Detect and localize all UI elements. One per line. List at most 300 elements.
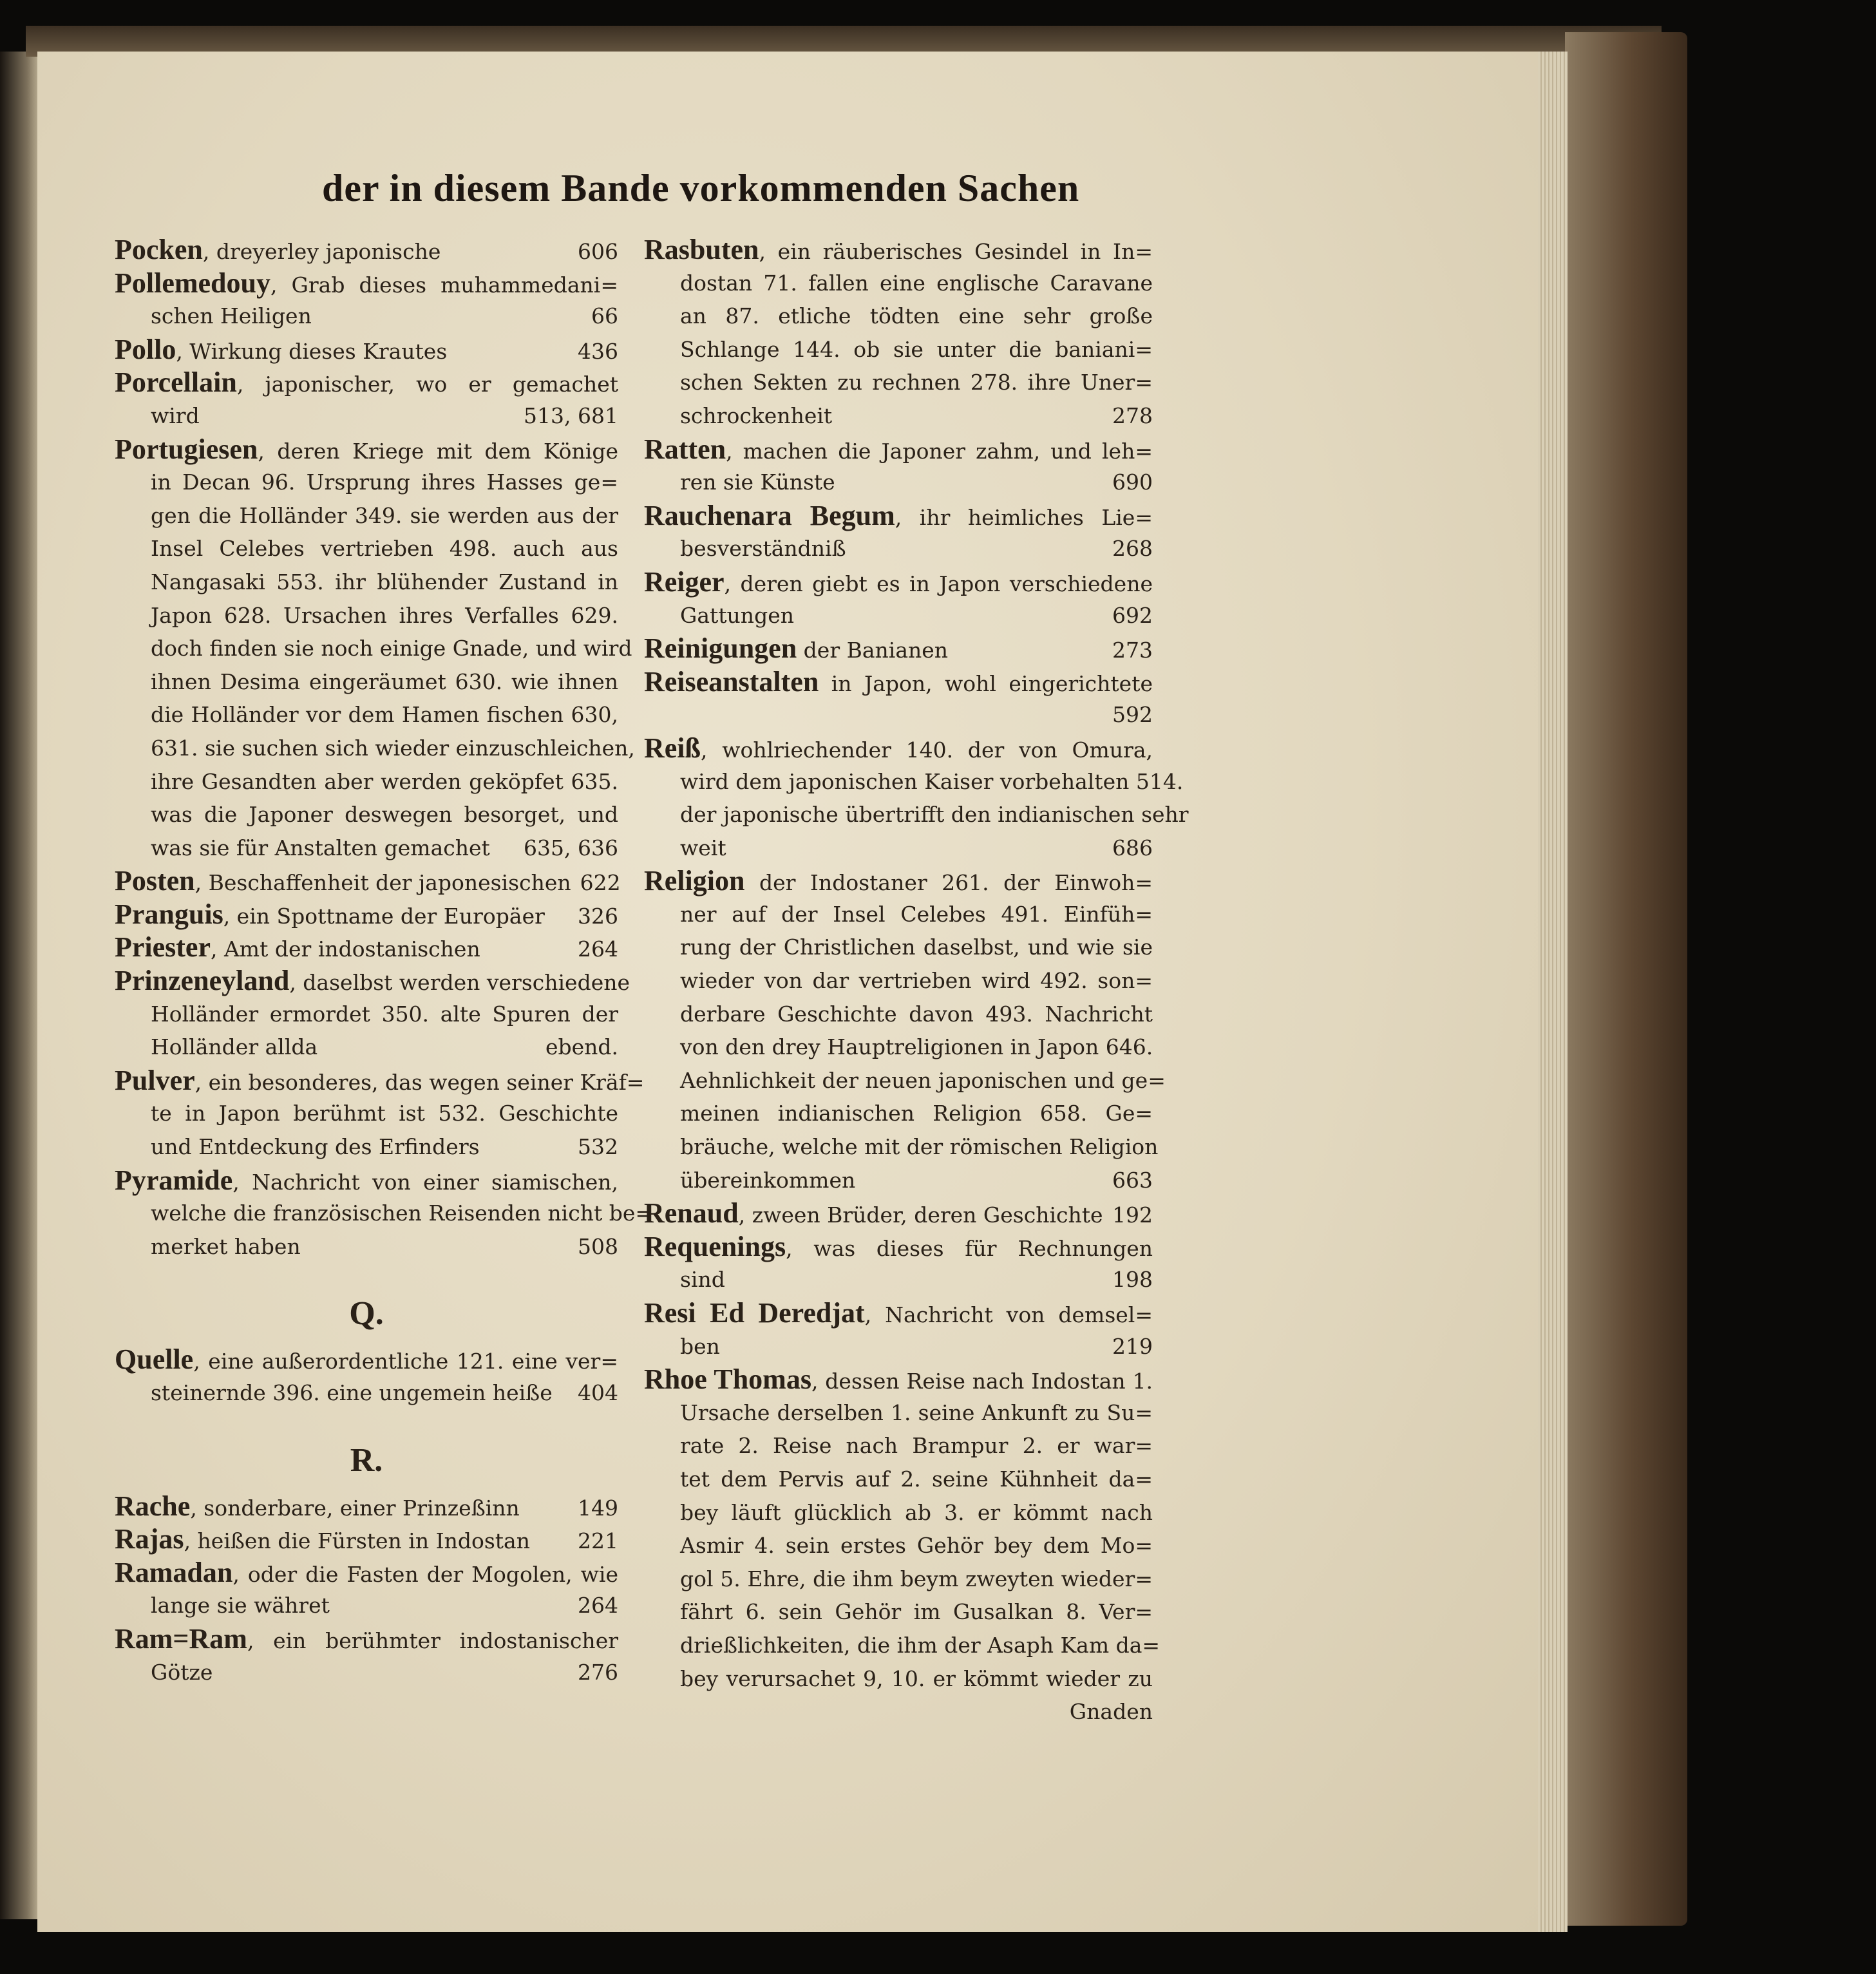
catchword <box>644 1695 1153 1729</box>
entry-keyword: Priester <box>115 931 211 963</box>
entry-text <box>115 267 618 302</box>
entry-text <box>151 1030 317 1064</box>
index-entry-line <box>644 1363 1153 1396</box>
entry-description: lange sie währet <box>151 1593 330 1618</box>
index-entry-line <box>115 1164 618 1197</box>
index-continuation-line <box>115 399 618 433</box>
index-continuation-line <box>115 1589 618 1622</box>
entry-description: bräuche, welche mit der römischen Religion <box>680 1134 1159 1160</box>
index-continuation-line <box>644 898 1153 931</box>
index-entry-line <box>115 964 630 998</box>
page-stack-edges <box>1538 52 1568 1932</box>
index-continuation-line <box>115 798 618 831</box>
catchword-text: Gnaden <box>1069 1699 1153 1725</box>
index-entry-line <box>644 1197 1153 1230</box>
entry-description: , wohlriechender 140. der von Omura, <box>701 737 1153 763</box>
index-continuation-line <box>115 532 618 565</box>
entry-description: Aehnlichkeit der neuen japonischen und ge= <box>680 1067 1166 1093</box>
entry-text <box>151 299 312 333</box>
index-entry-line <box>115 1343 618 1376</box>
entry-text <box>151 765 618 799</box>
index-entry-line <box>644 1230 1153 1264</box>
entry-text <box>151 698 618 732</box>
entry-keyword: Ratten <box>644 433 726 465</box>
entry-description: steinernde 396. eine ungemein heiße <box>151 1380 553 1405</box>
entry-description: drießlichkeiten, die ihm der Asaph Kam da= <box>680 1632 1161 1658</box>
entry-keyword: Requenings <box>644 1230 786 1262</box>
page-reference: 326 <box>578 903 618 929</box>
index-entry-line <box>115 1064 645 1097</box>
entry-text <box>680 466 835 499</box>
entry-description: rung der Christlichen daselbst, und wie sie <box>680 935 1153 960</box>
page-reference: 264 <box>578 936 618 962</box>
index-continuation-line <box>115 765 618 799</box>
entry-text <box>151 1589 330 1622</box>
index-continuation-line <box>644 267 1153 300</box>
index-continuation-line <box>644 964 1153 998</box>
index-continuation-line <box>644 1330 1153 1363</box>
page-reference: 276 <box>578 1659 618 1685</box>
index-continuation-line <box>115 698 618 732</box>
entry-text <box>644 1197 1103 1232</box>
entry-description: rate 2. Reise nach Brampur 2. er war= <box>680 1433 1153 1459</box>
index-continuation-line <box>644 1396 1153 1430</box>
index-entry-line <box>644 433 1153 466</box>
index-column-right <box>644 233 1189 1729</box>
index-continuation-line <box>115 499 618 533</box>
index-entry-line <box>115 898 618 931</box>
entry-keyword: Pollo <box>115 333 176 365</box>
section-letter-q: Q. <box>349 1295 384 1333</box>
page-reference: 192 <box>1112 1202 1153 1228</box>
page-reference: 692 <box>1112 602 1153 628</box>
index-continuation-line <box>644 599 1153 632</box>
entry-description: , Nachricht von demsel= <box>864 1302 1153 1327</box>
index-entry-line <box>115 1523 618 1556</box>
entry-text <box>644 1296 1153 1332</box>
entry-text <box>680 1396 1153 1430</box>
index-continuation-line <box>644 931 1153 964</box>
entry-text <box>151 998 618 1031</box>
entry-description: , Nachricht von einer siamischen, <box>232 1169 618 1195</box>
entry-description: fährt 6. sein Gehör im Gusalkan 8. Ver= <box>680 1599 1153 1625</box>
entry-description: , japonischer, wo er gemachet <box>236 372 618 397</box>
entry-text <box>644 864 1153 900</box>
entry-description: doch finden sie noch einige Gnade, und wird <box>151 636 632 661</box>
index-continuation-line <box>644 1629 1161 1662</box>
index-continuation-line <box>644 1429 1153 1463</box>
entry-text <box>680 599 794 632</box>
entry-description: , deren giebt es in Japon verschiedene <box>724 571 1153 596</box>
entry-text <box>680 1030 1153 1064</box>
index-continuation-line <box>115 1376 618 1410</box>
entry-text <box>680 798 1189 831</box>
entry-description: in Japon, wohl eingerichtete <box>819 670 1153 696</box>
index-continuation-line <box>644 366 1153 399</box>
index-continuation-line <box>115 1097 618 1130</box>
entry-description: die Holländer vor dem Hamen fischen 630, <box>151 702 618 728</box>
index-continuation-line <box>644 333 1153 366</box>
entry-description: Gattungen <box>680 602 794 628</box>
entry-keyword: Resi Ed Deredjat <box>644 1297 865 1329</box>
entry-description: bey läuft glücklich ab 3. er kömmt nach <box>680 1499 1153 1525</box>
entry-keyword: Pulver <box>115 1064 195 1096</box>
entry-description: wird dem japonischen Kaiser vorbehalten 514. <box>680 768 1184 794</box>
entry-description: , daselbst werden verschiedene <box>289 970 630 996</box>
entry-description: , ein räuberisches Gesindel in In= <box>759 239 1153 264</box>
index-entry-line <box>644 864 1153 898</box>
entry-description: , Beschaffenheit der japonesischen <box>194 870 571 896</box>
page-reference: 686 <box>1112 835 1153 860</box>
entry-text <box>151 399 200 433</box>
book-cover-edge <box>1565 32 1687 1926</box>
page-reference: 436 <box>578 338 618 364</box>
index-continuation-line <box>115 1030 618 1064</box>
page-reference: 264 <box>578 1593 618 1618</box>
index-continuation-line <box>644 831 1153 865</box>
entry-text <box>151 565 618 599</box>
entry-description: Holländer ermordet 350. alte Spuren der <box>151 1001 618 1027</box>
entry-text <box>680 1595 1153 1629</box>
page-reference: 278 <box>1112 403 1153 428</box>
entry-description: , ein Spottname der Europäer <box>223 903 545 929</box>
entry-keyword: Quelle <box>115 1343 194 1376</box>
entry-text <box>151 1376 553 1410</box>
entry-text <box>680 1496 1153 1530</box>
entry-keyword: Rache <box>115 1490 191 1522</box>
page-reference: 149 <box>578 1495 618 1521</box>
page-reference: 606 <box>578 239 618 264</box>
entry-text <box>644 433 1153 468</box>
index-continuation-line <box>644 1030 1153 1064</box>
index-continuation-line <box>115 565 618 599</box>
entry-text <box>680 1097 1153 1130</box>
entry-text <box>115 233 441 269</box>
page-reference: 198 <box>1112 1267 1153 1293</box>
entry-description: weit <box>680 835 726 860</box>
entry-description: in Decan 96. Ursprung ihres Hasses ge= <box>151 470 618 495</box>
index-continuation-line <box>644 765 1184 799</box>
index-continuation-line <box>115 632 632 665</box>
entry-keyword: Reiseanstalten <box>644 665 819 698</box>
entry-keyword: Renaud <box>644 1197 739 1229</box>
entry-text <box>115 433 618 468</box>
entry-description: Götze <box>151 1659 213 1685</box>
entry-text <box>644 565 1153 601</box>
entry-text <box>680 1463 1153 1496</box>
entry-text <box>151 599 618 632</box>
index-continuation-line <box>115 299 618 333</box>
entry-description: derbare Geschichte davon 493. Nachricht <box>680 1001 1153 1027</box>
entry-text <box>680 1529 1153 1562</box>
entry-keyword: Reiger <box>644 565 725 598</box>
entry-description: gen die Holländer 349. sie werden aus der <box>151 502 618 528</box>
entry-text <box>680 1130 1159 1164</box>
index-continuation-line <box>644 1662 1153 1696</box>
entry-description: ren sie Künste <box>680 470 835 495</box>
index-continuation-line <box>644 299 1153 333</box>
entry-description: , Wirkung dieses Krautes <box>176 338 448 364</box>
entry-text <box>151 665 618 699</box>
entry-keyword: Rasbuten <box>644 234 759 265</box>
index-continuation-line <box>115 732 635 765</box>
entry-description: Asmir 4. sein erstes Gehör bey dem Mo= <box>680 1533 1153 1559</box>
index-continuation-line <box>115 1130 618 1164</box>
index-continuation-line <box>644 1130 1159 1164</box>
page-reference: ebend. <box>545 1034 618 1060</box>
index-continuation-line <box>115 466 618 499</box>
entry-description: schrockenheit <box>680 403 833 428</box>
entry-description: Nangasaki 553. ihr blühender Zustand in <box>151 569 618 594</box>
index-continuation-line <box>644 1529 1153 1562</box>
entry-text <box>644 665 1153 701</box>
entry-description: , dreyerley japonische <box>202 239 441 264</box>
entry-text <box>115 1343 618 1378</box>
entry-description: , ihr heimliches Lie= <box>895 504 1153 530</box>
entry-description: und Entdeckung des Erfinders <box>151 1134 480 1160</box>
index-entry-line <box>644 233 1153 267</box>
index-entry-line <box>115 333 618 366</box>
entry-description: Ursache derselben 1. seine Ankunft zu Su= <box>680 1400 1153 1425</box>
page-reference: 513, 681 <box>524 403 618 428</box>
entry-description: , Amt der indostanischen <box>211 936 480 962</box>
index-entry-line <box>115 233 618 267</box>
index-continuation-line <box>644 1064 1166 1097</box>
entry-description: , machen die Japoner zahm, und leh= <box>726 438 1153 464</box>
index-entry-line <box>644 565 1153 599</box>
entry-description: besverständniß <box>680 536 846 562</box>
index-entry-line <box>115 1490 618 1523</box>
entry-text <box>151 798 618 831</box>
entry-description: übereinkommen <box>680 1167 856 1193</box>
index-entry-line <box>644 1296 1153 1330</box>
entry-text <box>644 233 1153 269</box>
entry-text <box>680 532 846 565</box>
entry-text <box>115 333 447 368</box>
index-continuation-line <box>115 599 618 632</box>
entry-text <box>151 1130 480 1164</box>
index-continuation-line <box>644 532 1153 565</box>
index-continuation-line <box>115 1197 654 1230</box>
entry-text <box>151 632 632 665</box>
entry-description: von den drey Hauptreligionen in Japon 646. <box>680 1034 1153 1060</box>
entry-keyword: Portugiesen <box>115 433 258 465</box>
entry-text <box>680 1064 1166 1097</box>
section-letter-r: R. <box>350 1441 383 1479</box>
entry-keyword: Religion <box>644 865 745 897</box>
page-reference: 273 <box>1112 638 1153 663</box>
entry-text <box>115 1164 618 1199</box>
index-continuation-line <box>115 665 618 699</box>
entry-keyword: Pocken <box>115 234 203 265</box>
entry-description: wird <box>151 403 200 428</box>
index-continuation-line <box>644 1595 1153 1629</box>
index-column-left <box>115 233 654 1689</box>
index-continuation-line <box>644 466 1153 499</box>
entry-description: 631. sie suchen sich wieder einzuschleichen, <box>151 735 635 761</box>
entry-keyword: Porcellain <box>115 366 237 399</box>
entry-description: was sie für Anstalten gemachet <box>151 835 490 860</box>
entry-description: schen Sekten zu rechnen 278. ihre Uner= <box>680 370 1153 395</box>
page-reference: 622 <box>580 870 621 896</box>
entry-keyword: Ram=Ram <box>115 1622 247 1655</box>
entry-text <box>680 1164 855 1197</box>
entry-description: Japon 628. Ursachen ihres Verfalles 629. <box>151 602 618 628</box>
index-entry-line <box>115 864 621 898</box>
running-header: der in diesem Bande vorkommenden Sachen <box>322 167 1080 209</box>
entry-text <box>680 1330 720 1363</box>
entry-description: , sonderbare, einer Prinzeßinn <box>190 1495 520 1521</box>
index-entry-line <box>115 366 618 399</box>
entry-text <box>644 1230 1153 1266</box>
entry-text <box>151 499 618 533</box>
entry-description: merket haben <box>151 1233 301 1259</box>
entry-text <box>115 864 571 900</box>
entry-text <box>680 931 1153 964</box>
entry-text <box>115 1622 618 1658</box>
index-continuation-line <box>644 698 1153 732</box>
entry-keyword: Rhoe Thomas <box>644 1363 811 1396</box>
entry-text <box>151 831 490 865</box>
entry-description: Holländer allda <box>151 1034 318 1060</box>
entry-text <box>115 366 618 401</box>
entry-description: , eine außerordentliche 121. eine ver= <box>193 1349 618 1374</box>
entry-text <box>680 333 1153 366</box>
index-continuation-line <box>644 1562 1153 1596</box>
entry-description: der Banianen <box>797 638 949 663</box>
entry-keyword: Pyramide <box>115 1164 233 1196</box>
index-continuation-line <box>644 998 1153 1031</box>
entry-text <box>680 267 1153 300</box>
entry-description: an 87. etliche tödten eine sehr große <box>680 303 1153 329</box>
entry-description: was die Japoner deswegen besorget, und <box>151 802 618 828</box>
index-continuation-line <box>644 1463 1153 1496</box>
index-continuation-line <box>644 798 1189 831</box>
index-entry-line <box>115 1622 618 1656</box>
page-reference: 690 <box>1112 470 1153 495</box>
index-entry-line <box>644 499 1153 533</box>
entry-text <box>644 732 1153 767</box>
entry-description: tet dem Pervis auf 2. seine Kühnheit da= <box>680 1466 1153 1492</box>
entry-description: Schlange 144. ob sie unter die baniani= <box>680 336 1153 362</box>
page-reference: 592 <box>1112 702 1153 728</box>
entry-keyword: Pollemedouy <box>115 267 270 299</box>
entry-text <box>115 1490 520 1525</box>
entry-text <box>115 964 630 1000</box>
entry-text <box>115 898 545 933</box>
index-continuation-line <box>115 998 618 1031</box>
entry-text <box>151 532 618 565</box>
entry-keyword: Reinigungen <box>644 632 797 665</box>
entry-description: der japonische übertrifft den indianischen sehr <box>680 802 1189 828</box>
entry-text <box>115 1064 645 1099</box>
page-reference: 508 <box>578 1233 618 1259</box>
entry-description: schen Heiligen <box>151 303 312 329</box>
entry-description: der Indostaner 261. der Einwoh= <box>744 870 1153 896</box>
page-reference: 268 <box>1112 536 1153 562</box>
entry-keyword: Rauchenara Begum <box>644 499 895 531</box>
entry-description: , heißen die Fürsten in Indostan <box>184 1528 530 1554</box>
entry-description: dostan 71. fallen eine englische Caravane <box>680 270 1153 296</box>
entry-text <box>680 299 1153 333</box>
entry-text <box>680 831 726 865</box>
page-reference: 663 <box>1112 1167 1153 1193</box>
entry-description: , zween Brüder, deren Geschichte <box>738 1202 1103 1228</box>
entry-text <box>680 964 1153 998</box>
entry-text <box>115 931 480 966</box>
entry-text <box>115 1523 530 1558</box>
entry-description: bey verursachet 9, 10. er kömmt wieder zu <box>680 1666 1153 1691</box>
entry-description: , ein berühmter indostanischer <box>247 1628 618 1653</box>
entry-description: , deren Kriege mit dem Könige <box>258 438 618 464</box>
entry-text <box>680 1629 1161 1662</box>
entry-description: ner auf der Insel Celebes 491. Einfüh= <box>680 901 1153 927</box>
entry-keyword: Rajas <box>115 1523 184 1555</box>
entry-description: ihre Gesandten aber werden geköpfet 635. <box>151 768 618 794</box>
index-continuation-line <box>115 1656 618 1689</box>
entry-text <box>680 1263 725 1296</box>
index-entry-line <box>644 732 1153 765</box>
page-reference: 635, 636 <box>524 835 618 860</box>
index-entry-line <box>644 632 1153 665</box>
page-reference: 66 <box>591 303 618 329</box>
entry-text <box>151 466 618 499</box>
index-entry-line <box>115 931 618 964</box>
page-reference: 219 <box>1112 1333 1153 1359</box>
index-continuation-line <box>115 831 618 865</box>
entry-keyword: Pranguis <box>115 898 223 930</box>
entry-text <box>680 1562 1153 1596</box>
entry-text <box>151 1656 213 1689</box>
entry-description: Insel Celebes vertrieben 498. auch aus <box>151 536 618 562</box>
entry-text <box>680 1429 1153 1463</box>
page-reference: 532 <box>578 1134 618 1160</box>
entry-text <box>115 1556 618 1591</box>
entry-text <box>151 1197 654 1230</box>
entry-description: meinen indianischen Religion 658. Ge= <box>680 1101 1153 1126</box>
index-continuation-line <box>644 1097 1153 1130</box>
entry-description: , ein besonderes, das wegen seiner Kräf= <box>194 1069 645 1095</box>
index-continuation-line <box>644 1164 1153 1197</box>
index-continuation-line <box>644 1496 1153 1530</box>
entry-keyword: Ramadan <box>115 1556 233 1588</box>
entry-description: gol 5. Ehre, die ihm beym zweyten wieder= <box>680 1566 1153 1591</box>
index-continuation-line <box>644 399 1153 433</box>
entry-description: , oder die Fasten der Mogolen, wie <box>232 1561 618 1587</box>
index-entry-line <box>644 665 1153 699</box>
entry-text <box>680 1662 1153 1696</box>
index-continuation-line <box>644 1263 1153 1296</box>
entry-description: wieder von dar vertrieben wird 492. son= <box>680 968 1153 994</box>
entry-description: te in Japon berühmt ist 532. Geschichte <box>151 1101 618 1126</box>
page-reference: 221 <box>578 1528 618 1554</box>
entry-keyword: Posten <box>115 865 195 897</box>
entry-description: welche die französischen Reisenden nicht be= <box>151 1201 654 1226</box>
entry-text <box>680 765 1184 799</box>
entry-keyword: Reiß <box>644 732 701 764</box>
index-entry-line <box>115 1556 618 1590</box>
entry-description: sind <box>680 1267 725 1293</box>
entry-description: , was dieses für Rechnungen <box>786 1235 1153 1261</box>
entry-description: , dessen Reise nach Indostan 1. <box>811 1369 1153 1394</box>
entry-description: ben <box>680 1333 720 1359</box>
facing-page-edge <box>0 52 39 1919</box>
entry-text <box>644 632 948 667</box>
index-entry-line <box>115 267 618 300</box>
entry-description: ihnen Desima eingeräumet 630. wie ihnen <box>151 669 618 694</box>
entry-description: , Grab dieses muhammedani= <box>270 272 618 298</box>
entry-text <box>680 399 832 433</box>
